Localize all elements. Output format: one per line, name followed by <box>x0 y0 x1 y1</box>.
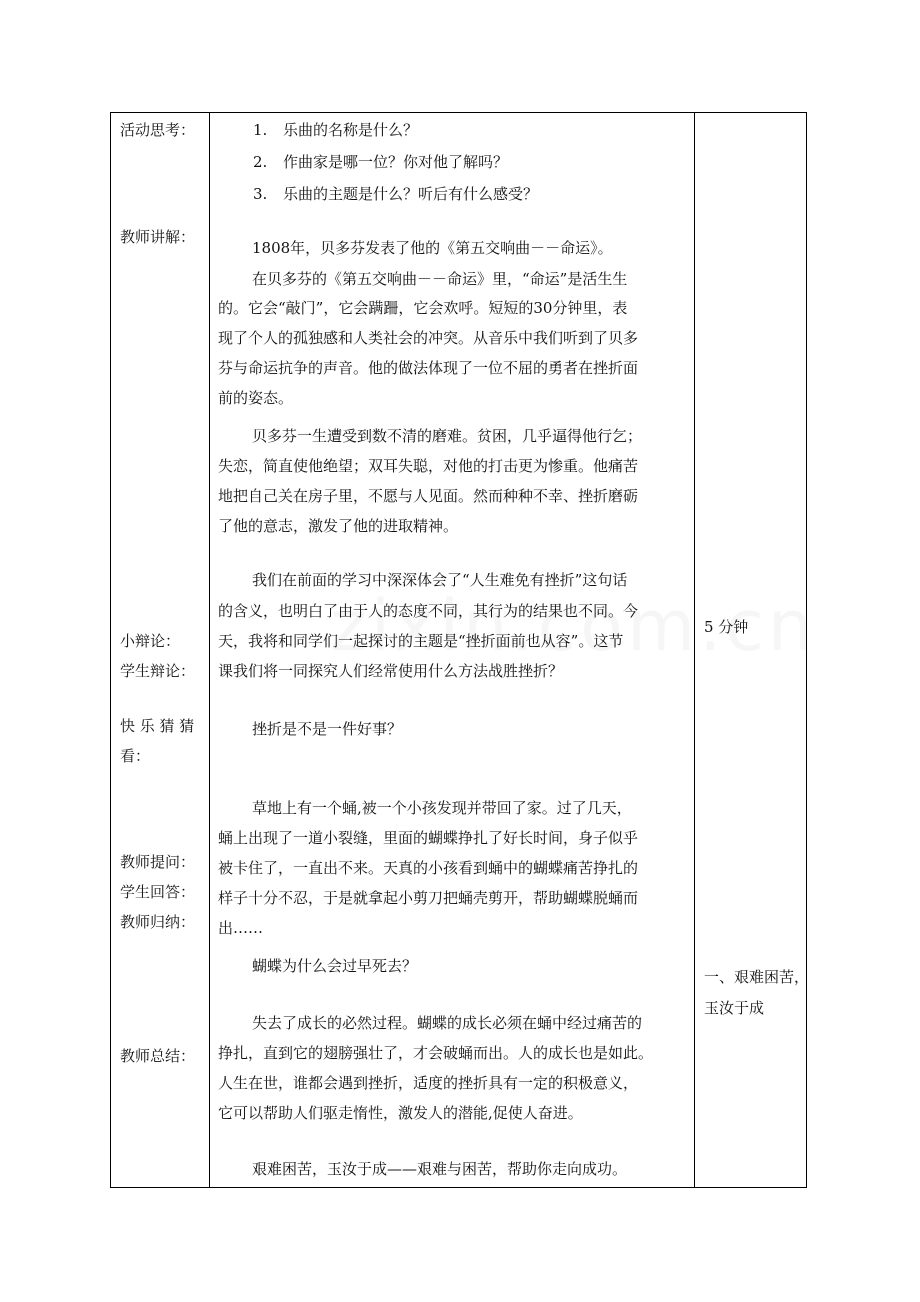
content-line: 前的姿态。 <box>218 389 294 407</box>
content-line: 蝴蝶为什么会过早死去？ <box>252 957 418 975</box>
content-line: 贝多芬一生遭受到数不清的磨难。贫困，几乎逼得他行乞； <box>252 427 643 445</box>
content-line: 现了个人的孤独感和人类社会的冲突。从音乐中我们听到了贝多 <box>218 329 639 347</box>
content-line: 被卡住了，一直出不来。天真的小孩看到蛹中的蝴蝶痛苦挣扎的 <box>218 859 639 877</box>
content-line: 艰难困苦，玉汝于成——艰难与困苦，帮助你走向成功。 <box>252 1160 628 1178</box>
label-activity-thinking: 活动思考： <box>120 121 196 139</box>
content-line: 草地上有一个蛹,被一个小孩发现并带回了家。过了几天， <box>252 799 632 817</box>
content-line: 地把自己关在房子里，不愿与人见面。然而种种不幸、挫折磨砺 <box>218 487 639 505</box>
label-guess-line1: 快 乐 猜 猜 <box>120 717 195 735</box>
content-line: 挫折是不是一件好事？ <box>252 720 403 738</box>
question-text: 作曲家是哪一位？你对他了解吗？ <box>283 153 509 171</box>
time-allocation: 5 分钟 <box>704 618 749 636</box>
label-guess-line2: 看： <box>120 747 151 765</box>
content-line: 的。它会“敲门”，它会蹒跚，它会欢呼。短短的30分钟里，表 <box>218 299 628 317</box>
label-teacher-explains: 教师讲解： <box>120 228 196 246</box>
content-line: 失去了成长的必然过程。蝴蝶的成长必须在蛹中经过痛苦的 <box>252 1014 643 1032</box>
content-line: 在贝多芬的《第五交响曲－－命运》里，“命运”是活生生 <box>252 270 628 288</box>
content-line: 蛹上出现了一道小裂缝，里面的蝴蝶挣扎了好长时间，身子似乎 <box>218 829 639 847</box>
content-line: 1808年，贝多芬发表了他的《第五交响曲－－命运》。 <box>252 239 613 257</box>
label-teacher-summarizes: 教师归纳： <box>120 913 196 931</box>
content-line: 样子十分不忍，于是就拿起小剪刀把蛹壳剪开，帮助蝴蝶脱蛹而 <box>218 889 639 907</box>
content-line: 失恋，简直使他绝望；双耳失聪，对他的打击更为惨重。他痛苦 <box>218 457 639 475</box>
content-line: 芬与命运抗争的声音。他的做法体现了一位不屈的勇者在挫折面 <box>218 359 639 377</box>
content-line: 课我们将一同探究人们经常使用什么方法战胜挫折？ <box>218 662 564 680</box>
question-text: 乐曲的名称是什么？ <box>283 121 419 139</box>
content-line: 天，我将和同学们一起探讨的主题是“挫折面前也从容”。这节 <box>218 632 624 650</box>
label-teacher-concludes: 教师总结： <box>120 1047 196 1065</box>
content-line: 了他的意志，激发了他的进取精神。 <box>218 517 459 535</box>
label-student-debate: 学生辩论： <box>120 662 196 680</box>
question-text: 乐曲的主题是什么？听后有什么感受？ <box>283 185 539 203</box>
content-line: 的含义，也明白了由于人的态度不同，其行为的结果也不同。今 <box>218 602 639 620</box>
question-number: 1. <box>253 121 268 139</box>
label-teacher-asks: 教师提问： <box>120 853 196 871</box>
column-divider-left <box>209 113 210 1187</box>
question-number: 2. <box>253 153 268 171</box>
label-student-answers: 学生回答： <box>120 883 196 901</box>
content-line: 挣扎，直到它的翅膀强壮了，才会破蛹而出。人的成长也是如此。 <box>218 1044 654 1062</box>
section-title-line1: 一、艰难困苦， <box>704 968 810 986</box>
label-mini-debate: 小辩论： <box>120 632 181 650</box>
content-line: 出…… <box>218 919 264 937</box>
section-title-line2: 玉汝于成 <box>704 999 765 1017</box>
content-line: 人生在世，谁都会遇到挫折，适度的挫折具有一定的积极意义， <box>218 1074 639 1092</box>
content-line: 我们在前面的学习中深深体会了“人生难免有挫折”这句话 <box>252 571 628 589</box>
question-number: 3. <box>253 185 268 203</box>
content-line: 它可以帮助人们驱走惰性，激发人的潜能,促使人奋进。 <box>218 1104 583 1122</box>
